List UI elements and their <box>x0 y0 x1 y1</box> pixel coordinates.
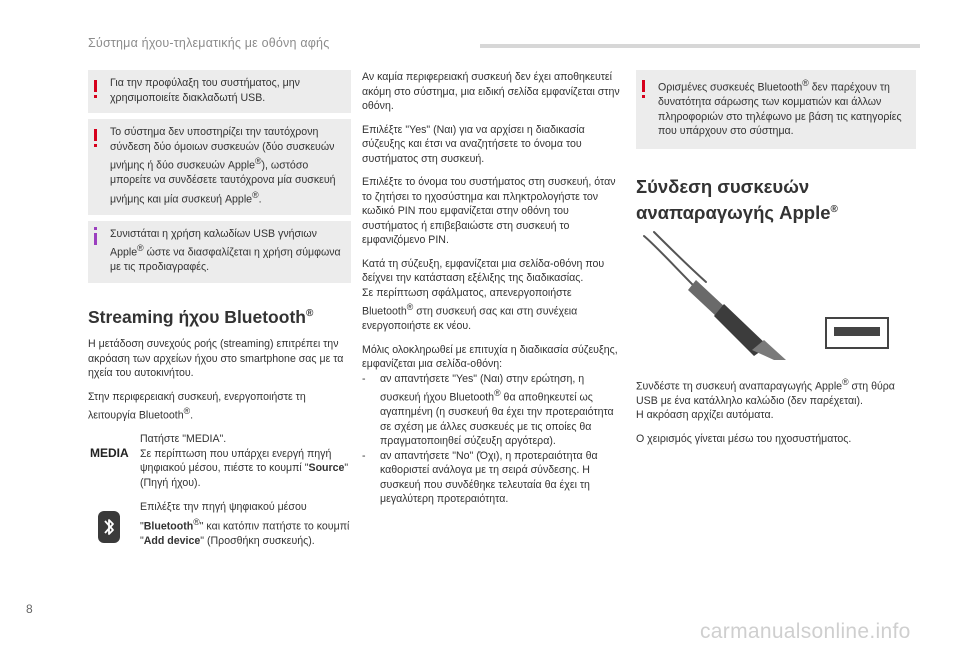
list-item: - αν απαντήσετε "Yes" (Ναι) στην ερώτηση, η συσκευή ήχου Bluetooth® θα αποθηκευτεί ως αγαπημένη (η συσκευή θα έχει την προτεραιότητα σε σχέση με άλλες συσκευές με τις οποίες θα πραγματοποιηθεί σύζευξη αργότερα). <box>362 372 614 448</box>
watermark: carmanualsonline.info <box>700 620 911 643</box>
note-text: Ορισμένες συσκευές Bluetooth <box>658 81 803 94</box>
info-icon <box>94 227 97 230</box>
column-right <box>636 70 916 455</box>
note-text: Για την προφύλαξη του συστήματος, μην χρησιμοποιείτε διακλαδωτή USB. <box>110 77 300 104</box>
warning-note-simultaneous <box>88 119 351 215</box>
list-item: - αν απαντήσετε "No" (Όχι), η προτεραιότητα θα καθοριστεί ανάλογα με τη σειρά σύνδεσης. Η συσκευή που συνδέθηκε τελευταία θα έχει τη μεγαλύτερη προτεραιότητα. <box>362 449 598 506</box>
column-left <box>88 70 351 548</box>
paragraph: Κατά τη σύζευξη, εμφανίζεται μια σελίδα-οθόνη που δείχνει την κατάσταση εξέλιξης της διαδικασίας. Σε περίπτωση σφάλματος, απενεργοποιήστε Bluetooth® στη συσκευή σας και στη συνέχεια ενεργοποιήστε εκ νέου. <box>362 257 605 333</box>
note-text: ώστε να διασφαλίζεται η χρήση σύμφωνα με τις προδιαγραφές. <box>110 246 341 274</box>
paragraph: Επιλέξτε "Yes" (Ναι) για να αρχίσει η διαδικασία σύζευξης και έτσι να αναζητήσετε το όνομα του συστήματος στη συσκευή. <box>362 123 585 165</box>
warning-icon <box>642 80 645 92</box>
warning-icon <box>94 129 97 141</box>
column-middle <box>362 70 624 507</box>
registered-mark: ® <box>802 78 809 88</box>
paragraph: Επιλέξτε το όνομα του συστήματος στη συσκευή, όταν το ζητήσει το ηχοσύστημα και πληκτρολογήστε τον κωδικό PIN που εμφανίζεται στην οθόνη του συστήματος ή επιβεβαιώστε στη συσκευή το εμφανιζόμενο PIN. <box>362 176 616 246</box>
media-step <box>88 432 351 490</box>
media-step-text: Πατήστε "MEDIA". Σε περίπτωση που υπάρχει ενεργή πηγή ψηφιακού μέσου, πιέστε το κουμπί "Source" (Πηγή ήχου). <box>140 433 349 489</box>
header-title: Σύστημα ήχου-τηλεματικής με οθόνη αφής <box>88 36 330 50</box>
warning-icon <box>94 80 97 92</box>
registered-mark: ® <box>137 243 144 254</box>
paragraph: Αν καμία περιφερειακή συσκευή δεν έχει αποθηκευτεί ακόμη στο σύστημα, μια ειδική σελίδα εμφανίζεται στην οθόνη. <box>362 71 620 112</box>
bluetooth-step <box>88 500 351 548</box>
paragraph: Στην περιφερειακή συσκευή, ενεργοποιήστε τη λειτουργία Bluetooth®. <box>88 390 306 422</box>
note-text: ), ωστόσο μπορείτε να συνδέσετε ταυτόχρονα μία συσκευή μνήμης και μία συσκευή Apple <box>110 159 336 206</box>
note-text: Συνιστάται η χρήση καλωδίων USB γνήσιων Apple <box>110 227 317 259</box>
paragraph: Η μετάδοση συνεχούς ροής (streaming) επιτρέπει την ακρόαση των αρχείων ήχου στο smartphone σας με τα ηχεία του αυτοκινήτου. <box>88 338 344 380</box>
warning-note-usb-hub <box>88 70 351 113</box>
bluetooth-step-text: Επιλέξτε την πηγή ψηφιακού μέσου "Bluetooth®" και κατόπιν πατήστε το κουμπί "Add device" (Προσθήκη συσκευής). <box>140 501 350 547</box>
header-rule <box>480 44 920 48</box>
section-title-bluetooth-streaming: Streaming ήχου Bluetooth® <box>88 306 314 327</box>
note-text: Το σύστημα δεν υποστηρίζει την ταυτόχρονη σύνδεση δύο όμοιων συσκευών (δύο συσκευών μνήμης ή δύο συσκευών Apple <box>110 126 335 172</box>
note-text: δεν παρέχουν τη δυνατότητα σάρωσης των κομματιών και άλλων πληροφοριών στο τηλέφωνο με βάση τις κατηγορίες που υπάρχουν στο σύστημα. <box>658 81 902 138</box>
registered-mark: ® <box>255 156 262 166</box>
warning-note-scan <box>636 70 916 149</box>
usb-cable-illustration <box>636 228 916 360</box>
paragraph: Συνδέστε τη συσκευή αναπαραγωγής Apple® στη θύρα USB με ένα κατάλληλο καλώδιο (δεν παρέχεται). Η ακρόαση αρχίζει αυτόματα. <box>636 376 895 422</box>
section-title-apple-devices: Σύνδεση συσκευών αναπαραγωγής Apple® <box>636 175 838 223</box>
paragraph: Ο χειρισμός γίνεται μέσω του ηχοσυστήματος. <box>636 432 852 445</box>
paragraph: Μόλις ολοκληρωθεί με επιτυχία η διαδικασία σύζευξης, εμφανίζεται μια σελίδα-οθόνη: <box>362 343 618 371</box>
note-text: . <box>258 193 262 206</box>
page-number: 8 <box>26 602 33 616</box>
bluetooth-phone-icon <box>96 510 122 544</box>
info-note-cables <box>88 221 351 283</box>
registered-mark: ® <box>252 189 259 200</box>
media-button-label: MEDIA <box>90 446 129 461</box>
